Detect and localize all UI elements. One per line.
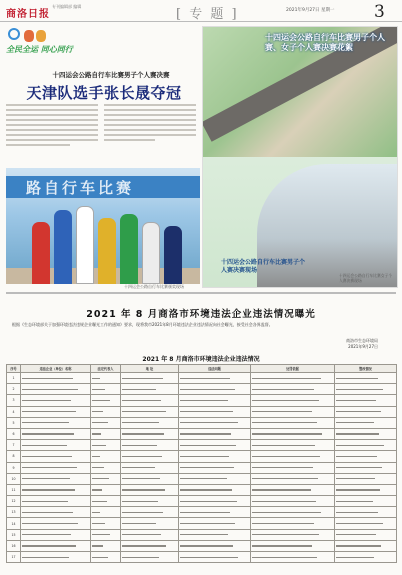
table-cell: 7 (7, 440, 21, 451)
table-cell: 10 (7, 473, 21, 484)
feature-subtitle: 十四运会公路自行车比赛男子个人赛决赛现场 (221, 259, 306, 274)
table-row (7, 496, 397, 507)
header-cell: 序号 (7, 365, 21, 373)
table-row (7, 518, 397, 529)
table-cell (251, 428, 335, 439)
signoff-org: 商洛市生态环境局 (346, 338, 378, 343)
table-cell (335, 496, 397, 507)
table-cell (21, 462, 91, 473)
table-cell: 3 (7, 395, 21, 406)
table-cell (121, 496, 179, 507)
table-cell (121, 406, 179, 417)
table-cell (21, 473, 91, 484)
photo-caption: 十四运会公路自行车比赛颁奖现场 (124, 284, 184, 289)
athlete-figure (54, 210, 72, 284)
table-cell (91, 373, 121, 384)
table-cell (335, 440, 397, 451)
table-cell (91, 529, 121, 540)
table-cell (121, 529, 179, 540)
table-row (7, 462, 397, 473)
notice-title: 2021 年 8 月商洛市环境违法企业违法情况曝光 (86, 309, 316, 320)
table-cell: 13 (7, 507, 21, 518)
table-cell: 2 (7, 384, 21, 395)
table-cell (179, 473, 251, 484)
table-cell (335, 473, 397, 484)
lead-article (6, 26, 196, 288)
table-cell (91, 518, 121, 529)
event-banner-text: 路自行车比赛 (26, 179, 135, 197)
table-cell (91, 496, 121, 507)
feature-photos (202, 26, 398, 288)
table-cell: 9 (7, 462, 21, 473)
table-row (7, 428, 397, 439)
mascot-icon (36, 30, 46, 42)
table-row (7, 384, 397, 395)
table-cell (335, 529, 397, 540)
photo-caption: 十四运会公路自行车比赛女子个人赛决赛现场 (339, 273, 393, 283)
table-cell (91, 440, 121, 451)
athlete-figure (142, 222, 160, 284)
athlete-figure (120, 214, 138, 284)
table-row (7, 406, 397, 417)
edition-note: 专刊编辑部 编辑 (52, 4, 82, 9)
table-cell (121, 384, 179, 395)
table-cell (251, 518, 335, 529)
table-cell (335, 417, 397, 428)
header-cell: 整改情况 (335, 365, 397, 373)
table-cell (91, 417, 121, 428)
header-cell: 违法企业（单位）名称 (21, 365, 91, 373)
table-cell (21, 484, 91, 495)
table-cell (251, 451, 335, 462)
table-cell: 4 (7, 406, 21, 417)
table-cell (251, 473, 335, 484)
table-cell (21, 496, 91, 507)
header-cell: 法定代表人 (91, 365, 121, 373)
table-cell (179, 496, 251, 507)
table-cell (21, 507, 91, 518)
table-cell: 8 (7, 451, 21, 462)
feature-title: 十四运会公路自行车比赛男子个人赛、女子个人赛决赛花絮 (265, 33, 385, 52)
table-cell (21, 395, 91, 406)
header-cell: 地 址 (121, 365, 179, 373)
notice-lead: 根据《生态环境部关于加强环境违法违规企业曝光工作的通知》要求，现将我市2021年8月环境违法企业违法情况向社会曝光，接受社会各界监督。 (12, 322, 273, 327)
table-cell (121, 451, 179, 462)
table-cell (335, 406, 397, 417)
table-cell (251, 373, 335, 384)
table-cell (179, 507, 251, 518)
table-cell (91, 484, 121, 495)
table-cell: 12 (7, 496, 21, 507)
newspaper-logo: 商洛日报 (6, 9, 50, 20)
table-cell (251, 395, 335, 406)
page-number: 3 (374, 2, 385, 22)
header-cell: 处罚依据 (251, 365, 335, 373)
table-cell: 11 (7, 484, 21, 495)
notice-signoff (298, 338, 378, 350)
table-row (7, 552, 397, 563)
table-cell (121, 552, 179, 563)
table-cell (179, 540, 251, 551)
table-cell (91, 395, 121, 406)
table-cell (179, 529, 251, 540)
table-cell: 17 (7, 552, 21, 563)
table-cell (121, 484, 179, 495)
body-column (6, 104, 98, 164)
games-emblem (6, 28, 73, 62)
header-cell: 违法问题 (179, 365, 251, 373)
issue-date: 2021年9月27日 星期一 (286, 8, 335, 13)
table-cell (21, 428, 91, 439)
table-header-row (7, 365, 397, 373)
table-cell (21, 417, 91, 428)
table-cell (121, 440, 179, 451)
athlete-figure (98, 218, 116, 284)
table-cell (335, 462, 397, 473)
table-cell (251, 406, 335, 417)
table-row (7, 440, 397, 451)
table-cell (179, 373, 251, 384)
table-cell (91, 473, 121, 484)
table-cell (21, 373, 91, 384)
table-cell (179, 428, 251, 439)
table-cell (335, 507, 397, 518)
table-cell (121, 395, 179, 406)
table-cell (179, 451, 251, 462)
table-cell (251, 462, 335, 473)
table-cell (335, 540, 397, 551)
table-cell (121, 428, 179, 439)
table-cell (335, 384, 397, 395)
table-cell (335, 518, 397, 529)
table-cell (21, 384, 91, 395)
table-cell (251, 417, 335, 428)
article-headline: 天津队选手张长晟夺冠 (26, 84, 182, 102)
table-cell (91, 462, 121, 473)
table-cell (121, 462, 179, 473)
table-cell (91, 451, 121, 462)
table-cell (121, 373, 179, 384)
table-cell (179, 440, 251, 451)
table-row (7, 540, 397, 551)
table-cell (21, 552, 91, 563)
table-cell: 15 (7, 529, 21, 540)
table-cell (91, 552, 121, 563)
table-cell (179, 406, 251, 417)
athlete-figure (164, 226, 182, 284)
table-cell (121, 518, 179, 529)
table-cell (179, 552, 251, 563)
table-cell (251, 529, 335, 540)
table-row (7, 484, 397, 495)
article-body (6, 104, 196, 164)
table-cell (179, 417, 251, 428)
section-label: [ 专 题 ] (176, 7, 239, 22)
table-cell (21, 518, 91, 529)
athlete-figure (76, 206, 94, 284)
table-cell (21, 406, 91, 417)
table-cell (91, 428, 121, 439)
table-cell (335, 395, 397, 406)
table-cell (251, 552, 335, 563)
table-cell (121, 507, 179, 518)
table-cell (335, 373, 397, 384)
table-cell: 5 (7, 417, 21, 428)
table-title: 2021 年 8 月商洛市环境违法企业违法情况 (142, 356, 260, 363)
signoff-date: 2021年9月27日 (348, 344, 378, 349)
table-cell (251, 484, 335, 495)
table-cell (21, 540, 91, 551)
masthead (0, 0, 402, 22)
table-cell (335, 484, 397, 495)
table-cell (179, 484, 251, 495)
violations-table (6, 364, 397, 563)
table-cell (121, 540, 179, 551)
games-slogan: 全民全运 同心同行 (6, 45, 73, 54)
article-kicker: 十四运会公路自行车比赛男子个人赛决赛 (52, 71, 170, 79)
table-cell: 14 (7, 518, 21, 529)
table-row (7, 473, 397, 484)
table-row (7, 507, 397, 518)
table-cell (179, 395, 251, 406)
table-cell (251, 540, 335, 551)
table-cell (251, 507, 335, 518)
table-cell (335, 428, 397, 439)
table-cell (21, 440, 91, 451)
table-cell (179, 462, 251, 473)
table-cell: 16 (7, 540, 21, 551)
table-cell (179, 384, 251, 395)
table-cell: 6 (7, 428, 21, 439)
table-cell (91, 540, 121, 551)
table-cell (179, 518, 251, 529)
table-row (7, 373, 397, 384)
table-row (7, 451, 397, 462)
table-row (7, 417, 397, 428)
table-cell (251, 440, 335, 451)
table-row (7, 395, 397, 406)
athlete-figure (32, 222, 50, 284)
table-cell (21, 451, 91, 462)
body-column (104, 104, 196, 164)
section-divider (6, 292, 396, 294)
table-body (7, 373, 397, 563)
award-ceremony-photo (6, 168, 200, 284)
table-cell (335, 552, 397, 563)
table-cell (21, 529, 91, 540)
table-cell: 1 (7, 373, 21, 384)
mascot-icon (24, 30, 34, 42)
emblem-ring-icon (8, 28, 20, 40)
table-row (7, 529, 397, 540)
table-cell (251, 384, 335, 395)
table-cell (121, 473, 179, 484)
table-cell (91, 507, 121, 518)
table-cell (91, 384, 121, 395)
table-cell (91, 406, 121, 417)
table-cell (335, 451, 397, 462)
table-cell (121, 417, 179, 428)
table-cell (251, 496, 335, 507)
